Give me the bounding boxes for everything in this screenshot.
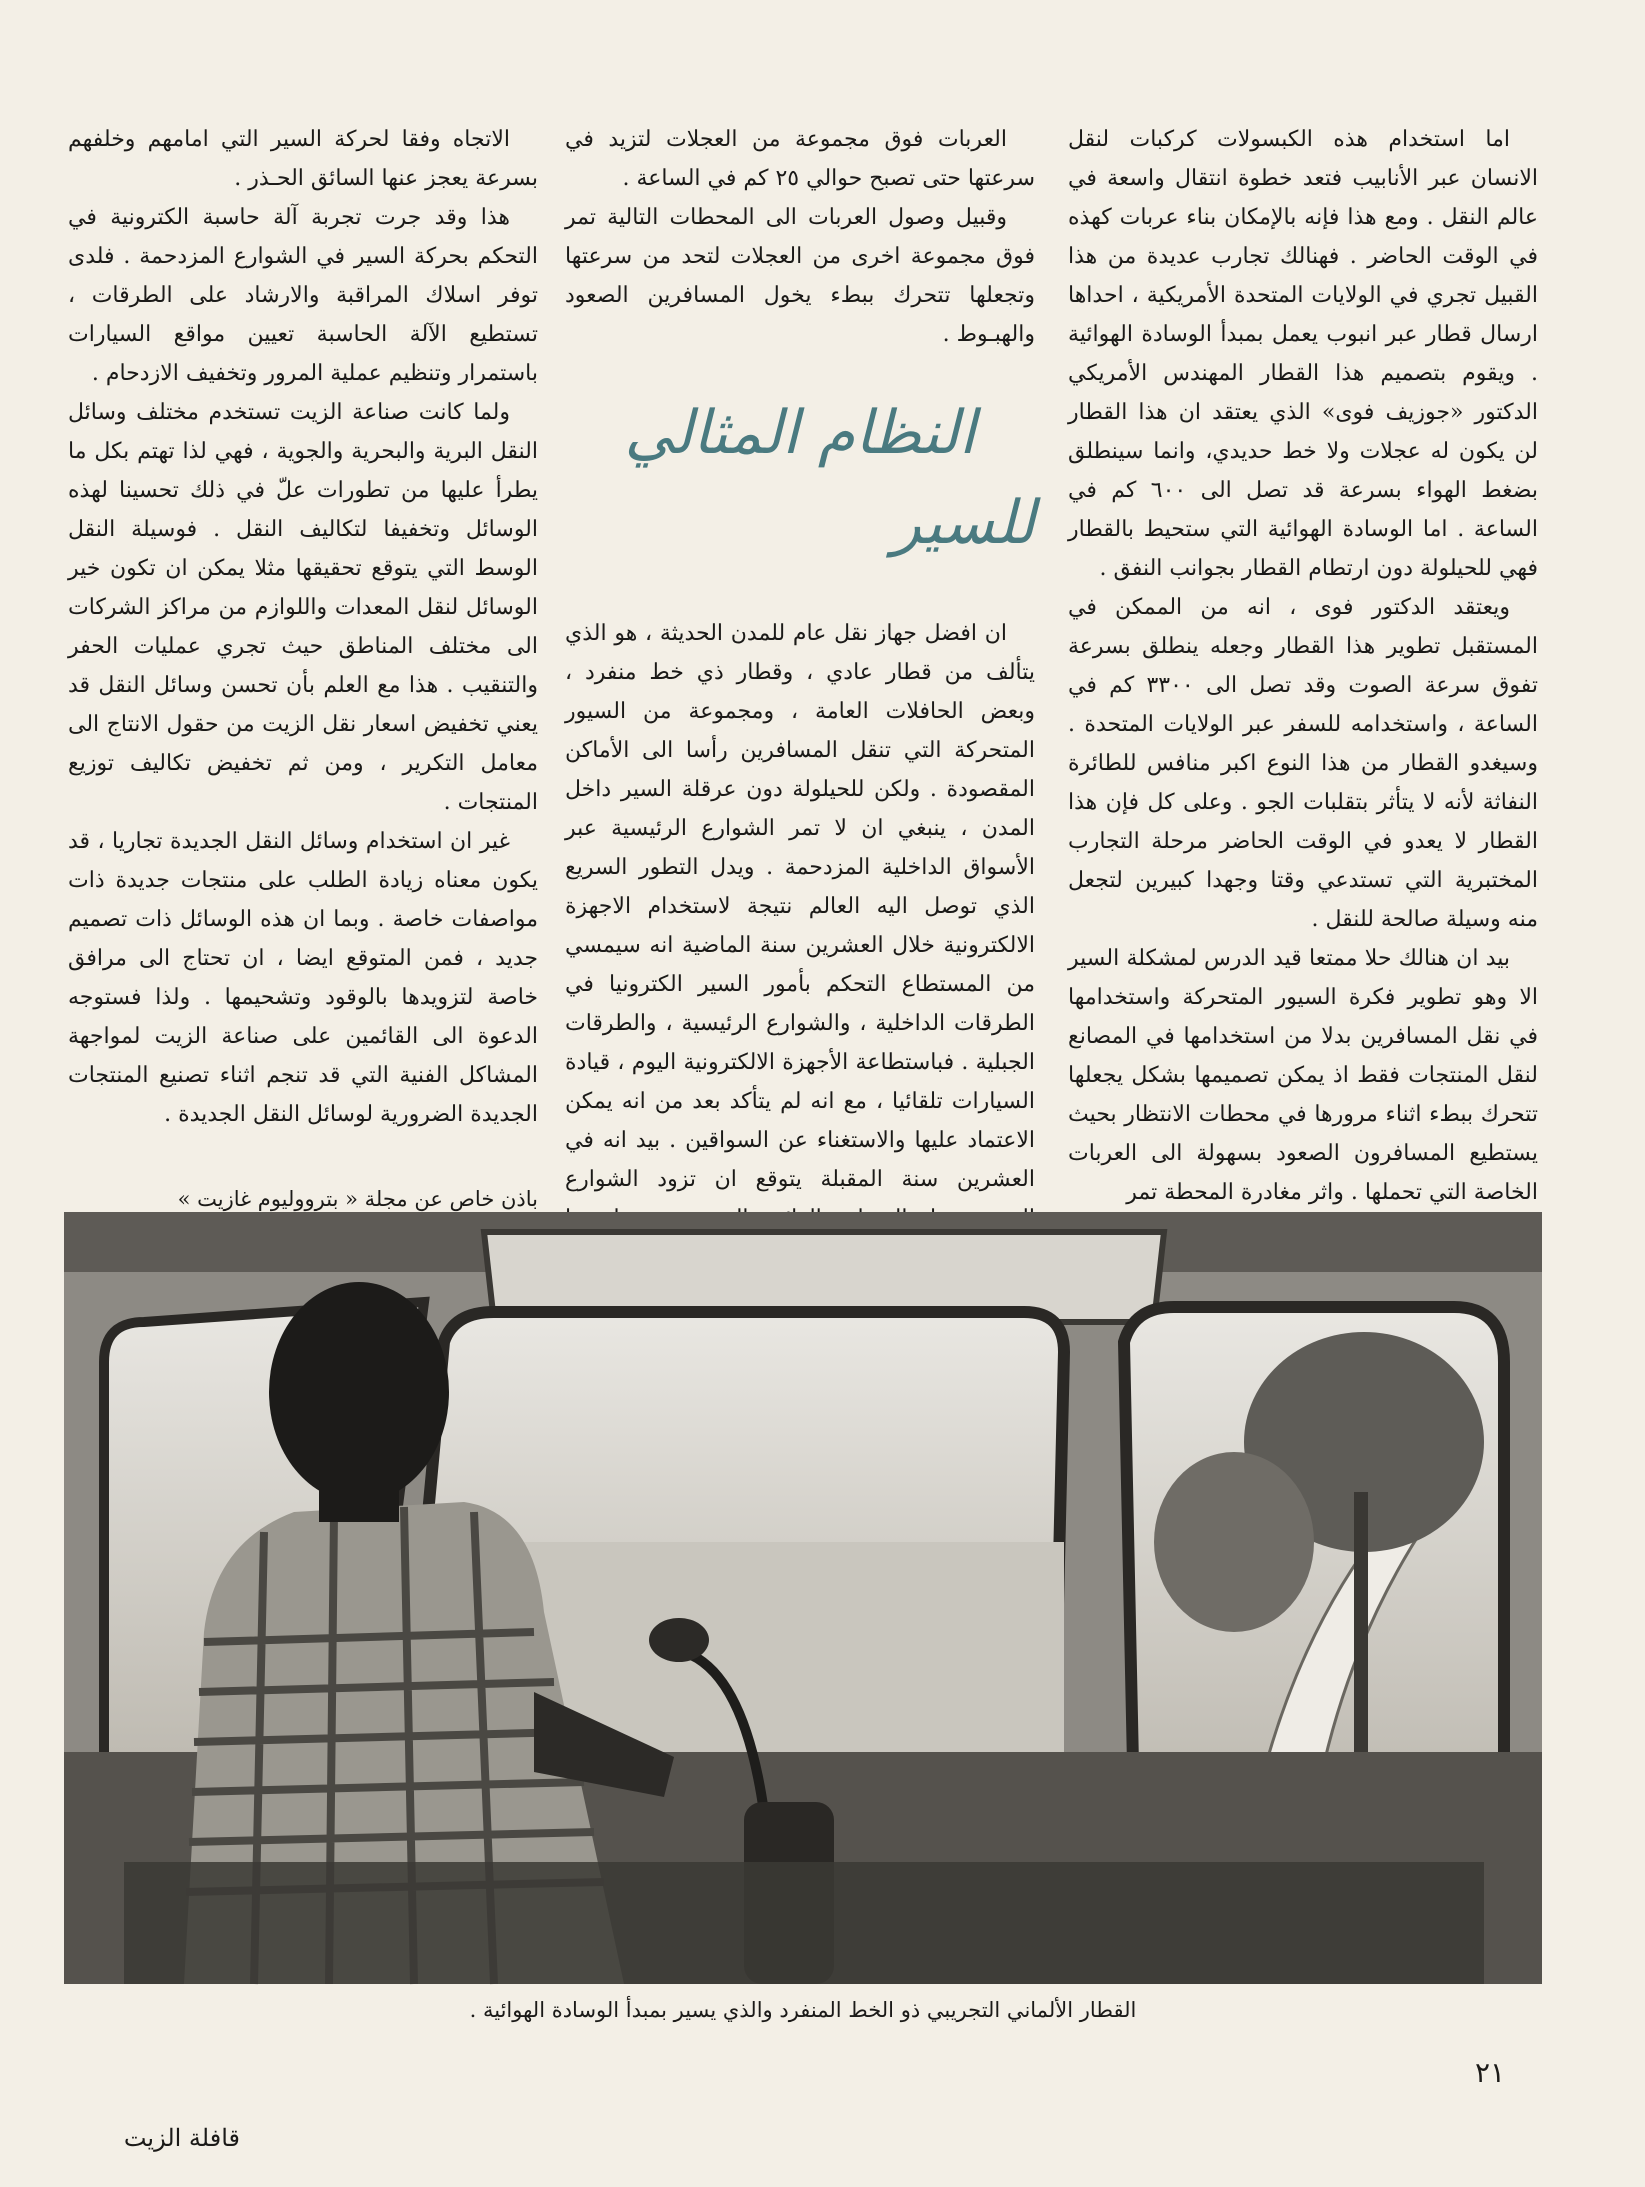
column-left xyxy=(68,120,539,1211)
paragraph: ان افضل جهاز نقل عام للمدن الحديثة ، هو الذي يتألف من قطار عادي ، وقطار ذي خط منفرد ، وبعض الحافلات العامة ، ومجموعة من السيور المتحركة التي تنقل المسافرين رأسا الى الأماكن المقصودة . ولكن للحيلولة دون عرقلة السير داخل المدن ، ينبغي ان لا تمر الشوارع الرئيسية عبر الأسواق الداخلية المزدحمة . ويدل التطور السريع الذي توصل اليه العالم نتيجة لاستخدام الاجهزة الالكترونية خلال العشرين سنة الماضية انه سيمسي من المستطاع التحكم بأمور السير الكترونيا في الطرقات الداخلية ، والشوارع الرئيسية ، والطرقات الجبلية . فباستطاعة الأجهزة الالكترونية اليوم ، قيادة السيارات تلقائيا ، مع انه لم يتأكد بعد من انه يمكن الاعتماد عليها والاستغناء عن السواقين . بيد انه في العشرين سنة المقبلة يتوقع ان تزود الشوارع xyxy=(565,621,1035,1192)
photo-caption: القطار الألماني التجريبي ذو الخط المنفرد والذي يسير بمبدأ الوسادة الهوائية . xyxy=(469,1998,1137,2022)
page-number: ٢١ xyxy=(1474,2056,1506,2089)
source-credit: باذن خاص عن مجلة « بترووليوم غازيت » xyxy=(177,1187,538,1211)
photo-illustration xyxy=(64,1212,1542,1984)
paragraph: ولما كانت صناعة الزيت تستخدم مختلف وسائل النقل البرية والبحرية والجوية ، فهي لذا تهتم بكل ما يطرأ عليها من تطورات علّ في ذلك تحسينا لهذه الوسائل وتخفيفا لتكاليف النقل . فوسيلة النقل الوسط التي يتوقع تحقيقها مثلا يمكن ان تكون خير الوسائل لنقل المعدات واللوازم من مراكز الشركات الى مختلف المناطق حيث تجري عمليات الحفر والتنقيب . هذا مع العلم بأن تحسن وسائل النقل قد يعني تخفيض اسعار نقل الزيت من حقول الانتاج الى معامل التكرير ، ومن ثم تخفيض تكاليف توزيع المنتجات . xyxy=(68,400,538,815)
section-heading: النظام المثالي للسير xyxy=(624,398,1035,558)
paragraph: ويعتقد الدكتور فوى ، انه من الممكن في المستقبل تطوير هذا القطار وجعله ينطلق بسرعة تفوق سرعة الصوت وقد تصل الى ٣٣٠٠ كم في الساعة ، واستخدامه للسفر عبر الولايات المتحدة . وسيغدو القطار من هذا النوع اكبر منافس للطائرة النفاثة لأنه لا يتأثر بتقلبات الجو . وعلى كل فإن هذا القطار لا يعدو في الوقت الحاضر مرحلة التجارب المختبرية التي تستدعي وقتا وجهدا كبيرين لتجعل منه وسيلة صالحة للنقل . xyxy=(1068,595,1538,932)
column-middle xyxy=(565,120,1035,1192)
paragraph: اما استخدام هذه الكبسولات كركبات لنقل الانسان عبر الأنابيب فتعد خطوة انتقال واسعة في عالم النقل . ومع هذا فإنه بالإمكان بناء عربات كهذه في الوقت الحاضر . فهنالك تجارب عديدة من هذا القبيل تجري في الولايات المتحدة الأمريكية ، احداها ارسال قطار عبر انبوب يعمل بمبدأ الوسادة الهوائية . ويقوم بتصميم هذا القطار المهندس الأمريكي الدكتور «جوزيف فوى» الذي يعتقد ان هذا القطار لن يكون له عجلات ولا خط حديدي، وانما سينطلق بضغط الهواء بسرعة قد تصل الى ٦٠٠ كم في الساعة . اما الوسادة الهوائية التي ستحيط بالقطار فهي للحيلولة دون ارتطام القطار بجوانب النفق . xyxy=(1068,127,1538,581)
column-right xyxy=(1068,120,1538,1205)
paragraph: غير ان استخدام وسائل النقل الجديدة تجاريا ، قد يكون معناه زيادة الطلب على منتجات جديدة ذات مواصفات خاصة . وبما ان هذه الوسائل ذات تصميم جديد ، فمن المتوقع ايضا ، ان تحتاج الى مرافق خاصة لتزويدها بالوقود وتشحيمها . ولذا فستوجه الدعوة الى القائمين على صناعة الزيت لمواجهة المشاكل الفنية التي قد تنجم اثناء تصنيع المنتجات الجديدة الضرورية لوسائل النقل الجديدة . xyxy=(68,829,538,1127)
train-cab-photo xyxy=(64,1212,1542,1984)
paragraph: العربات فوق مجموعة من العجلات لتزيد في سرعتها حتى تصبح حوالي ٢٥ كم في الساعة . xyxy=(565,127,1035,191)
paragraph: بيد ان هنالك حلا ممتعا قيد الدرس لمشكلة السير الا وهو تطوير فكرة السيور المتحركة واستخدامها في نقل المسافرين بدلا من استخدامها في المصانع لنقل المنتجات فقط اذ يمكن تصميمها بشكل يجعلها تتحرك ببطء اثناء مرورها في محطات الانتظار بحيث يستطيع المسافرون الصعود بسهولة الى العربات الخاصة التي تحملها . واثر مغادرة المحطة تمر xyxy=(1068,946,1538,1205)
paragraph: الاتجاه وفقا لحركة السير التي امامهم وخلفهم بسرعة يعجز عنها السائق الحـذر . xyxy=(68,127,538,191)
paragraph: هذا وقد جرت تجربة آلة حاسبة الكترونية في التحكم بحركة السير في الشوارع المزدحمة . فلدى توفر اسلاك المراقبة والارشاد على الطرقات ، تستطيع الآلة الحاسبة تعيين مواقع السيارات باستمرار وتنظيم عملية المرور وتخفيف الازدحام . xyxy=(68,205,539,386)
magazine-name: قافلة الزيت xyxy=(123,2124,240,2152)
paragraph: وقبيل وصول العربات الى المحطات التالية تمر فوق مجموعة اخرى من العجلات لتحد من سرعتها وتجعلها تتحرك ببطء يخول المسافرين الصعود والهبـوط . xyxy=(565,205,1035,347)
